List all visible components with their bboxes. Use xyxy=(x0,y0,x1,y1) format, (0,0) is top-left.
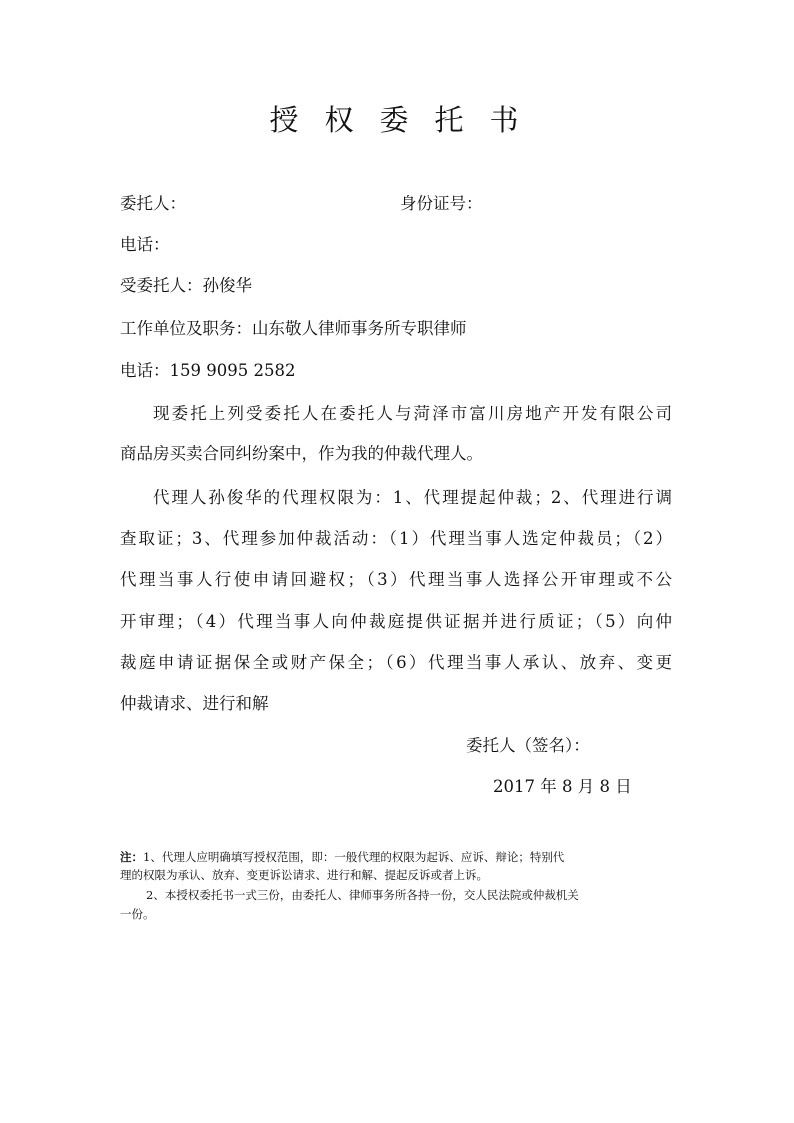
note-line: 2、本授权委托书一式三份，由委托人、律师事务所各持一份，交人民法院或仲裁机关 xyxy=(146,888,579,902)
note-label: 注： xyxy=(120,850,143,864)
principal-field: 委托人： xyxy=(120,194,186,213)
note-line: 理的权限为承认、放弃、变更诉讼请求、进行和解、提起反诉或者上诉。 xyxy=(120,868,488,882)
date: 2017 年 8 月 8 日 xyxy=(493,777,632,796)
agent-phone-field: 电话：159 9095 2582 xyxy=(120,361,296,380)
paragraph2-line: 开审理；（4）代理当事人向仲裁庭提供证据并进行质证；（5）向仲 xyxy=(120,612,672,631)
paragraph2-line: 裁庭申请证据保全或财产保全；（6）代理当事人承认、放弃、变更 xyxy=(120,653,672,672)
paragraph2-line: 查取证；3、代理参加仲裁活动：（1）代理当事人选定仲裁员；（2） xyxy=(120,529,672,548)
paragraph2-line: 代理人孙俊华的代理权限为：1、代理提起仲裁；2、代理进行调 xyxy=(153,488,672,507)
paragraph1-line: 现委托上列受委托人在委托人与菏泽市富川房地产开发有限公司 xyxy=(153,404,672,423)
agent-field: 受委托人：孙俊华 xyxy=(120,276,252,295)
note-line: 一份。 xyxy=(120,907,155,921)
paragraph2-line: 仲裁请求、进行和解 xyxy=(120,694,269,713)
signature-label: 委托人（签名）： xyxy=(466,736,590,755)
paragraph1-line: 商品房买卖合同纠纷案中，作为我的仲裁代理人。 xyxy=(120,444,483,463)
agent-work-field: 工作单位及职务：山东敬人律师事务所专职律师 xyxy=(120,319,467,338)
document-title: 授权委托书 xyxy=(269,103,545,137)
note-text: 1、代理人应明确填写授权范围，即：一般代理的权限为起诉、应诉、辩论；特别代 xyxy=(143,850,565,864)
note-line xyxy=(120,849,564,865)
id-number-field: 身份证号： xyxy=(400,194,483,213)
paragraph2-line: 代理当事人行使申请回避权；（3）代理当事人选择公开审理或不公 xyxy=(120,570,672,589)
principal-phone-field: 电话： xyxy=(120,235,170,254)
